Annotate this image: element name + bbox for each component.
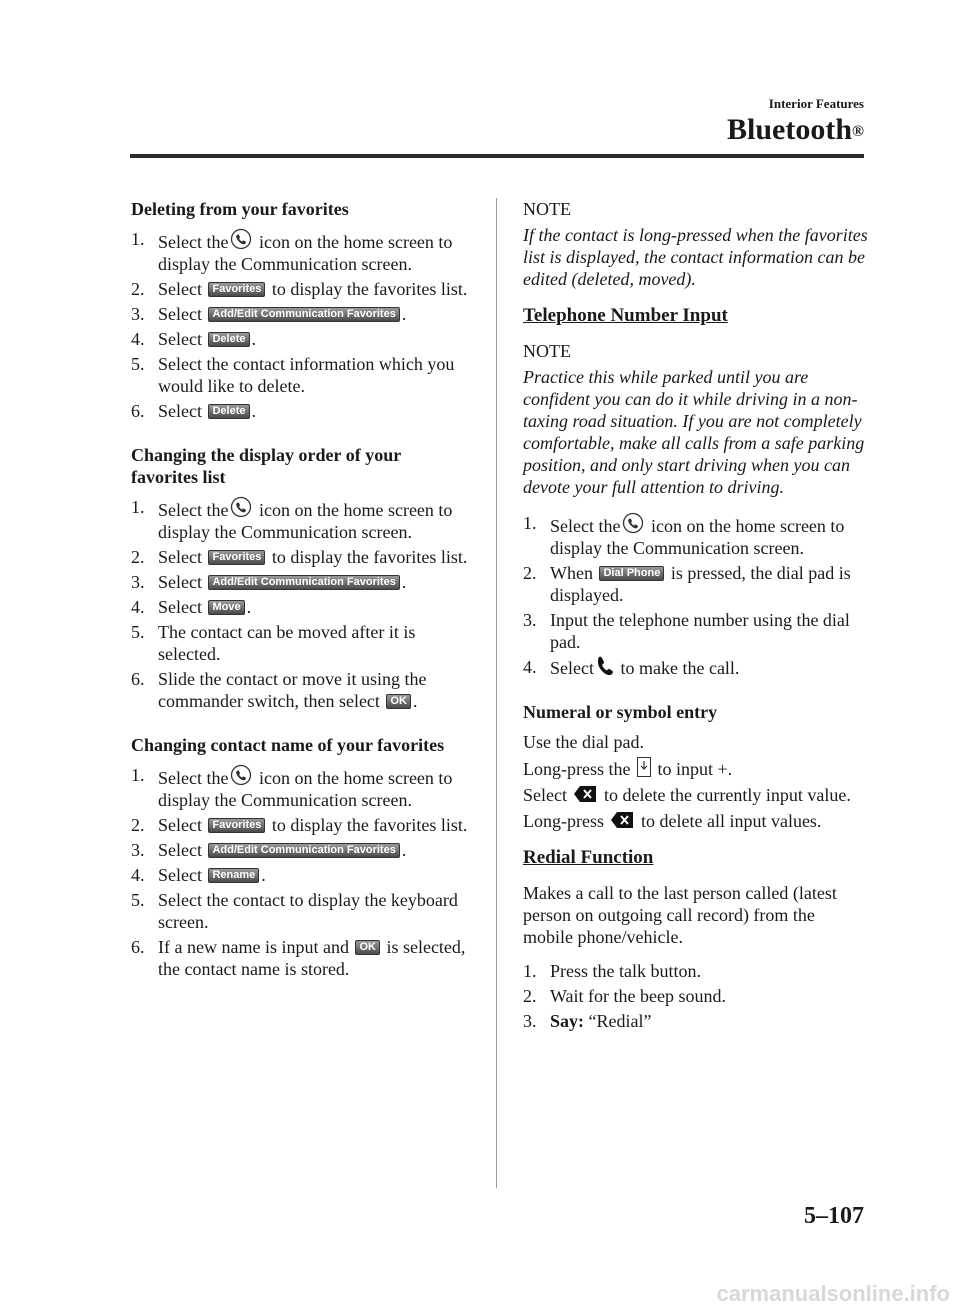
step-list	[523, 512, 868, 679]
step-number: 1.	[131, 497, 145, 517]
step-item	[131, 764, 471, 811]
page-header	[727, 96, 864, 148]
step-text: icon on the home screen to display the Communication screen.	[158, 500, 453, 542]
step-number: 2.	[523, 986, 537, 1006]
step-text: The contact can be moved after it is selected.	[158, 622, 416, 664]
step-text: .	[246, 597, 252, 617]
favorites-button: Favorites	[208, 818, 265, 833]
step-item	[131, 546, 471, 568]
step-text: When	[550, 563, 593, 583]
step-text: .	[261, 865, 266, 885]
header-rule	[130, 154, 864, 158]
step-item	[131, 936, 471, 980]
step-text: .	[251, 329, 257, 349]
body-text-part: Select	[523, 785, 567, 805]
step-number: 5.	[131, 622, 145, 642]
step-text: to display the favorites list.	[271, 279, 468, 299]
delete-button: Delete	[208, 404, 249, 419]
step-list	[131, 228, 471, 422]
column-divider	[496, 198, 497, 1188]
step-text: Select the contact information which you would like to delete.	[158, 354, 455, 396]
step-list	[131, 764, 471, 980]
step-number: 2.	[523, 563, 537, 583]
note-text: Practice this while parked until you are confident you can do it while driving in a non-taxing road situation. If you are not completely comfortable, make all calls from a safe parking position, and only start driving when you can devote your full attention to driving.	[523, 367, 865, 497]
step-item	[131, 228, 471, 275]
step-number: 2.	[131, 547, 145, 567]
step-text: Select	[158, 279, 202, 299]
step-text: Select	[158, 572, 202, 592]
step-text: Select	[158, 597, 202, 617]
favorites-button: Favorites	[208, 550, 265, 565]
ok-button: OK	[355, 940, 380, 955]
say-label: Say:	[550, 1011, 585, 1031]
step-item	[523, 512, 868, 559]
favorites-button: Favorites	[208, 282, 265, 297]
page-number: 5–107	[804, 1203, 864, 1229]
section-title: Deleting from your favorites	[131, 199, 349, 219]
step-text: is pressed, the dial pad is displayed.	[550, 563, 851, 605]
left-column	[131, 198, 471, 1002]
step-text: Input the telephone number using the dial pad.	[550, 610, 850, 652]
step-number: 6.	[131, 937, 145, 957]
step-text: .	[401, 304, 407, 324]
phone-call-icon	[596, 656, 614, 676]
step-text: Press the talk button.	[550, 961, 701, 981]
step-text: Select	[158, 401, 202, 421]
backspace-icon	[610, 811, 634, 829]
step-text: Select the	[550, 516, 621, 536]
step-number: 3.	[523, 610, 537, 630]
step-text: icon on the home screen to display the Communication screen.	[550, 516, 845, 558]
step-item	[131, 621, 471, 665]
step-item	[131, 889, 471, 933]
step-item	[523, 656, 868, 679]
step-item	[523, 960, 868, 982]
step-text: Slide the contact or move it using the commander switch, then select	[158, 669, 427, 711]
step-text: to display the favorites list.	[271, 547, 468, 567]
step-text: “Redial”	[588, 1011, 652, 1031]
step-number: 1.	[523, 513, 537, 533]
section-title: Numeral or symbol entry	[523, 702, 718, 722]
ok-button: OK	[386, 694, 411, 709]
step-item	[131, 303, 471, 325]
step-text: .	[251, 401, 257, 421]
communication-icon	[622, 512, 644, 534]
step-item	[131, 839, 471, 861]
step-text: Select	[158, 815, 202, 835]
step-item	[131, 864, 471, 886]
communication-icon	[230, 764, 252, 786]
body-text-part: Long-press the	[523, 759, 631, 779]
step-list	[523, 960, 868, 1032]
note-text: If the contact is long-pressed when the favorites list is displayed, the contact information can be edited (deleted, moved).	[523, 225, 868, 289]
step-number: 5.	[131, 354, 145, 374]
step-number: 2.	[131, 279, 145, 299]
step-item	[131, 400, 471, 422]
move-button: Move	[208, 600, 244, 615]
step-number: 6.	[131, 669, 145, 689]
body-text-part: to delete the currently input value.	[603, 785, 851, 805]
page-title	[727, 112, 864, 148]
section-title: Telephone Number Input	[523, 305, 728, 326]
step-number: 3.	[523, 1011, 537, 1031]
step-text: Select	[158, 840, 202, 860]
step-text: icon on the home screen to display the Communication screen.	[158, 768, 453, 810]
step-text: icon on the home screen to display the Communication screen.	[158, 232, 453, 274]
add-edit-favorites-button: Add/Edit Communication Favorites	[208, 575, 399, 590]
step-item	[131, 571, 471, 593]
step-number: 1.	[523, 961, 537, 981]
step-number: 4.	[523, 657, 537, 677]
step-text: .	[401, 840, 407, 860]
step-text: Select	[158, 547, 202, 567]
communication-icon	[230, 496, 252, 518]
step-item	[131, 596, 471, 618]
step-item	[523, 985, 868, 1007]
step-text: Select	[158, 304, 202, 324]
step-number: 3.	[131, 572, 145, 592]
step-text: Select the	[158, 500, 229, 520]
step-item	[523, 562, 868, 606]
step-text: .	[401, 572, 407, 592]
registered-mark: ®	[852, 123, 864, 140]
body-text	[523, 757, 868, 780]
section-title: Changing contact name of your favorites	[131, 735, 445, 755]
star-key-icon	[637, 757, 651, 777]
step-text: Select	[550, 658, 594, 678]
note-heading: NOTE	[523, 199, 571, 219]
body-text: Makes a call to the last person called (latest person on outgoing call record) from the mobile phone/vehicle.	[523, 883, 837, 947]
step-text: .	[412, 691, 418, 711]
step-number: 3.	[131, 304, 145, 324]
step-text: to make the call.	[620, 658, 740, 678]
step-item	[131, 278, 471, 300]
section-title: Redial Function	[523, 847, 654, 868]
dial-phone-button: Dial Phone	[599, 566, 664, 581]
step-text: Select	[158, 865, 202, 885]
title-text: Bluetooth	[727, 113, 853, 146]
watermark: carmanualsonline.info	[716, 1281, 950, 1306]
step-number: 4.	[131, 865, 145, 885]
section-title: Changing the display order of your favorites list	[131, 445, 401, 487]
step-list	[131, 496, 471, 712]
step-item	[131, 496, 471, 543]
step-item	[523, 1010, 868, 1032]
step-number: 1.	[131, 229, 145, 249]
chapter-label: Interior Features	[768, 96, 864, 111]
note-heading: NOTE	[523, 341, 571, 361]
step-item	[131, 814, 471, 836]
step-number: 3.	[131, 840, 145, 860]
step-text: If a new name is input and	[158, 937, 349, 957]
step-number: 5.	[131, 890, 145, 910]
body-text	[523, 784, 868, 806]
step-number: 4.	[131, 597, 145, 617]
add-edit-favorites-button: Add/Edit Communication Favorites	[208, 307, 399, 322]
communication-icon	[230, 228, 252, 250]
step-text: Select the	[158, 232, 229, 252]
step-text: to display the favorites list.	[271, 815, 468, 835]
step-number: 6.	[131, 401, 145, 421]
step-item	[131, 353, 471, 397]
right-column	[523, 198, 868, 1054]
step-number: 1.	[131, 765, 145, 785]
rename-button: Rename	[208, 868, 259, 883]
delete-button: Delete	[208, 332, 249, 347]
step-text: Select	[158, 329, 202, 349]
step-item	[523, 609, 868, 653]
step-number: 2.	[131, 815, 145, 835]
step-number: 4.	[131, 329, 145, 349]
body-text: Use the dial pad.	[523, 732, 644, 752]
body-text-part: Long-press	[523, 811, 604, 831]
add-edit-favorites-button: Add/Edit Communication Favorites	[208, 843, 399, 858]
step-item	[131, 328, 471, 350]
backspace-icon	[573, 785, 597, 803]
body-text	[523, 810, 868, 832]
step-text: Wait for the beep sound.	[550, 986, 727, 1006]
body-text-part: to input +.	[657, 759, 733, 779]
body-text-part: to delete all input values.	[640, 811, 822, 831]
step-text: Select the contact to display the keyboard screen.	[158, 890, 458, 932]
step-item	[131, 668, 471, 712]
step-text: is selected, the contact name is stored.	[158, 937, 466, 979]
step-text: Select the	[158, 768, 229, 788]
